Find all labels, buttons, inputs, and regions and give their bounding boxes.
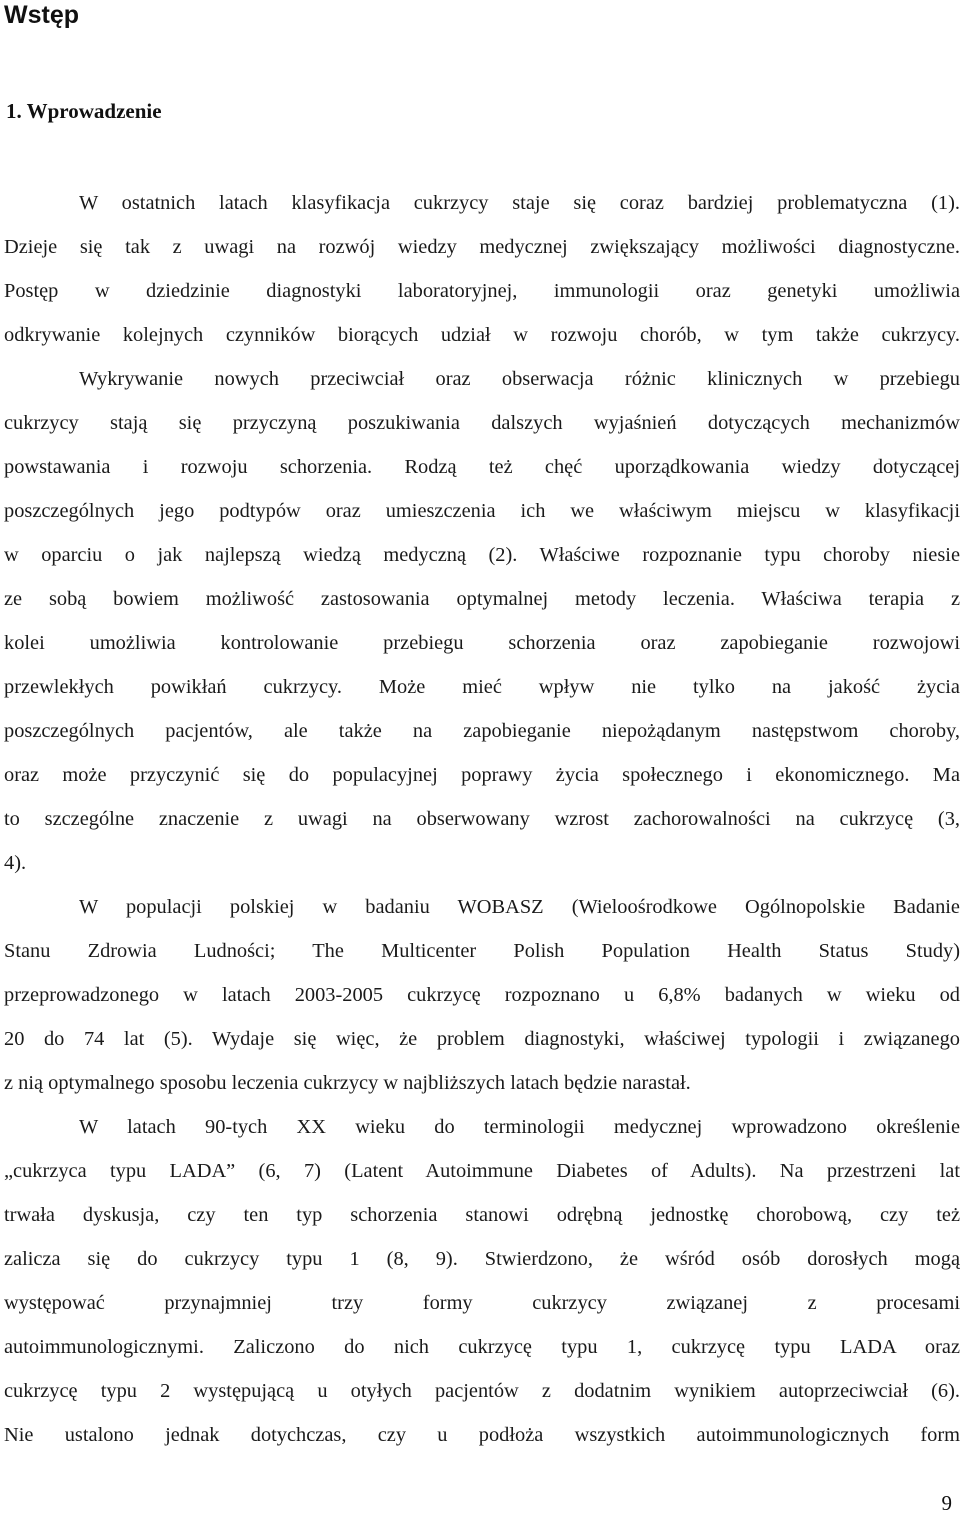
text-line: 20 do 74 lat (5). Wydaje się więc, że problem diagnostyki, właściwej typologii i związanego — [4, 1028, 960, 1050]
text-line: W populacji polskiej w badaniu WOBASZ (Wieloośrodkowe Ogólnopolskie Badanie — [79, 896, 960, 918]
text-line: Wykrywanie nowych przeciwciał oraz obserwacja różnic klinicznych w przebiegu — [79, 368, 960, 390]
text-line: przewlekłych powikłań cukrzycy. Może mieć wpływ nie tylko na jakość życia — [4, 676, 960, 698]
text-line: poszczególnych pacjentów, ale także na zapobieganie niepożądanym następstwom choroby, — [4, 720, 960, 742]
text-line: oraz może przyczynić się do populacyjnej poprawy życia społecznego i ekonomicznego. Ma — [4, 764, 960, 786]
text-line: „cukrzyca typu LADA” (6, 7) (Latent Autoimmune Diabetes of Adults). Na przestrzeni lat — [4, 1160, 960, 1182]
text-line: autoimmunologicznymi. Zaliczono do nich cukrzycę typu 1, cukrzycę typu LADA oraz — [4, 1336, 960, 1358]
text-line: W ostatnich latach klasyfikacja cukrzycy staje się coraz bardziej problematyczna (1). — [79, 192, 960, 214]
body-text — [4, 181, 960, 1457]
text-line: Postęp w dziedzinie diagnostyki laboratoryjnej, immunologii oraz genetyki umożliwia — [4, 280, 960, 302]
text-line: kolei umożliwia kontrolowanie przebiegu schorzenia oraz zapobieganie rozwojowi — [4, 632, 960, 654]
text-line: 4). — [4, 852, 27, 874]
text-line: powstawania i rozwoju schorzenia. Rodzą też chęć uporządkowania wiedzy dotyczącej — [4, 456, 960, 478]
section-heading: 1. Wprowadzenie — [6, 99, 162, 123]
text-line: przeprowadzonego w latach 2003-2005 cukrzycę rozpoznano u 6,8% badanych w wieku od — [4, 984, 960, 1006]
text-line: to szczególne znaczenie z uwagi na obserwowany wzrost zachorowalności na cukrzycę (3, — [4, 808, 960, 830]
text-line: zalicza się do cukrzycy typu 1 (8, 9). Stwierdzono, że wśród osób dorosłych mogą — [4, 1248, 960, 1270]
document-title: Wstęp — [4, 1, 79, 29]
text-line: W latach 90-tych XX wieku do terminologii medycznej wprowadzono określenie — [79, 1116, 960, 1138]
text-line: Dzieje się tak z uwagi na rozwój wiedzy medycznej zwiększający możliwości diagnostyczne. — [4, 236, 960, 258]
text-line: trwała dyskusja, czy ten typ schorzenia stanowi odrębną jednostkę chorobową, czy też — [4, 1204, 960, 1226]
text-line: odkrywanie kolejnych czynników biorących udział w rozwoju chorób, w tym także cukrzycy. — [4, 324, 960, 346]
text-line: cukrzycy stają się przyczyną poszukiwania dalszych wyjaśnień dotyczących mechanizmów — [4, 412, 960, 434]
text-line: ze sobą bowiem możliwość zastosowania optymalnej metody leczenia. Właściwa terapia z — [4, 588, 960, 610]
text-line: z nią optymalnego sposobu leczenia cukrzycy w najbliższych latach będzie narastał. — [4, 1072, 691, 1094]
page-number: 9 — [941, 1491, 952, 1515]
text-line: poszczególnych jego podtypów oraz umieszczenia ich we właściwym miejscu w klasyfikacji — [4, 500, 960, 522]
text-line: cukrzycę typu 2 występującą u otyłych pacjentów z dodatnim wynikiem autoprzeciwciał (6). — [4, 1380, 960, 1402]
text-line: występować przynajmniej trzy formy cukrzycy związanej z procesami — [4, 1292, 960, 1314]
text-line: Nie ustalono jednak dotychczas, czy u podłoża wszystkich autoimmunologicznych form — [4, 1424, 960, 1446]
text-line: w oparciu o jak najlepszą wiedzą medyczną (2). Właściwe rozpoznanie typu choroby niesie — [4, 544, 960, 566]
text-line: Stanu Zdrowia Ludności; The Multicenter Polish Population Health Status Study) — [4, 940, 960, 962]
